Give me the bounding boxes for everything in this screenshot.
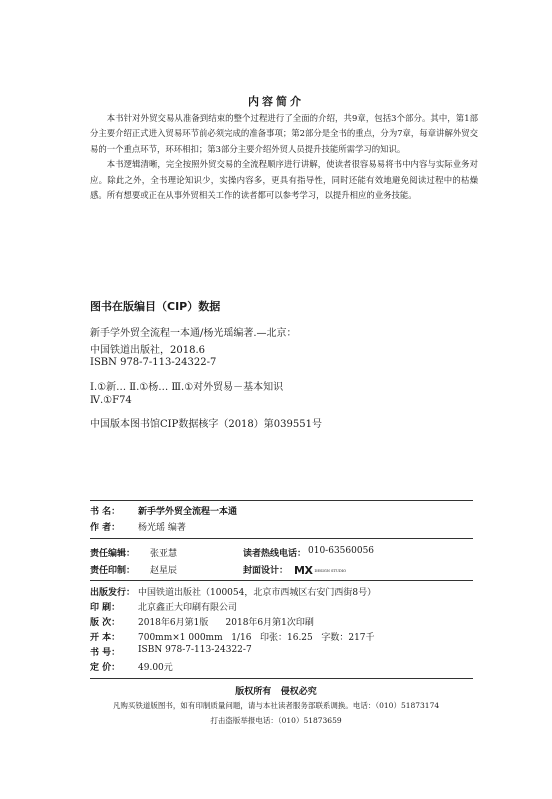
print-responsible-label: 责任印制： [90,566,136,576]
cip-heading: 图书在版编目（CIP）数据 [90,300,221,313]
price-value: 49.00元 [138,663,173,673]
cip-line: 新手学外贸全流程一本通/杨光瑶编著.—北京： [90,328,297,339]
intro-paragraph: 本书针对外贸交易从准备到结束的整个过程进行了全面的介绍，共9章，包括3个部分。其中，第1部分主要介绍正式进入贸易环节前必须完成的准备事项；第2部分是全书的重点，分为7章，每章讲解外贸交易的一个重点环节，环环相扣；第3部分主要介绍外贸人员提升技能所需学习的知识。 [90,113,478,154]
divider [90,538,473,539]
replacement-notice: 凡购买铁道版图书，如有印制质量问题，请与本社读者服务部联系调换。电话：（010）51873174 [112,701,440,710]
logo-mark: MX [294,564,313,577]
logo-subtext: DESIGN STUDIO [314,568,347,573]
divider [90,678,473,679]
cip-line: ISBN 978-7-113-24322-7 [90,357,217,368]
publisher-value: 中国铁道出版社（100054，北京市西城区右安门西街8号） [138,588,377,598]
editor-label: 责任编辑： [90,549,136,559]
mx-design-logo [294,564,347,577]
cip-line: 中国铁道出版社，2018.6 [90,345,205,356]
isbn-label: 书 号： [90,648,121,658]
cover-design-logo [292,560,347,579]
hotline-label: 读者热线电话： [243,549,307,559]
piracy-hotline: 打击盗版举报电话：（010）51873659 [210,716,342,725]
copyright-notice: 版权所有 侵权必究 [235,687,317,697]
intro-body [90,111,478,203]
cip-line: Ⅰ.①新… Ⅱ.①杨… Ⅲ.①对外贸易－基本知识 [90,382,284,393]
printer-value: 北京鑫正大印刷有限公司 [138,603,238,613]
editor-value: 张亚慧 [150,549,178,559]
divider [90,580,473,581]
divider [90,500,473,501]
intro-title: 内容简介 [248,95,304,108]
format-value: 700mm×1 000mm 1/16 印张：16.25 字数：217千 [138,633,375,643]
book-title-label: 书 名： [90,507,121,517]
intro-paragraph: 本书逻辑清晰，完全按照外贸交易的全流程顺序进行讲解，使读者很容易易将书中内容与实际业务对应。除此之外，全书理论知识少，实操内容多，更具有指导性，同时还能有效地避免阅读过程中的枯燥感。所有想要或正在从事外贸相关工作的读者都可以参考学习，以提升相应的业务技能。 [90,159,478,201]
edition-label: 版 次： [90,618,121,628]
print-responsible-value: 赵星辰 [150,566,178,576]
format-label: 开 本： [90,633,121,643]
price-label: 定 价： [90,663,121,673]
printer-label: 印 刷： [90,603,121,613]
cip-record: 中国版本图书馆CIP数据核字（2018）第039551号 [90,419,322,430]
book-title-value: 新手学外贸全流程一本通 [138,507,238,517]
publisher-label: 出版发行： [90,588,136,598]
author-label: 作 者： [90,523,121,533]
author-value: 杨光瑶 编著 [138,523,186,533]
cip-line: Ⅳ.①F74 [90,395,132,406]
cover-design-label: 封面设计： [243,566,289,576]
isbn-value: ISBN 978-7-113-24322-7 [138,645,252,655]
edition-value: 2018年6月第1版 2018年6月第1次印刷 [138,618,314,628]
hotline-value: 010-63560056 [308,546,375,556]
